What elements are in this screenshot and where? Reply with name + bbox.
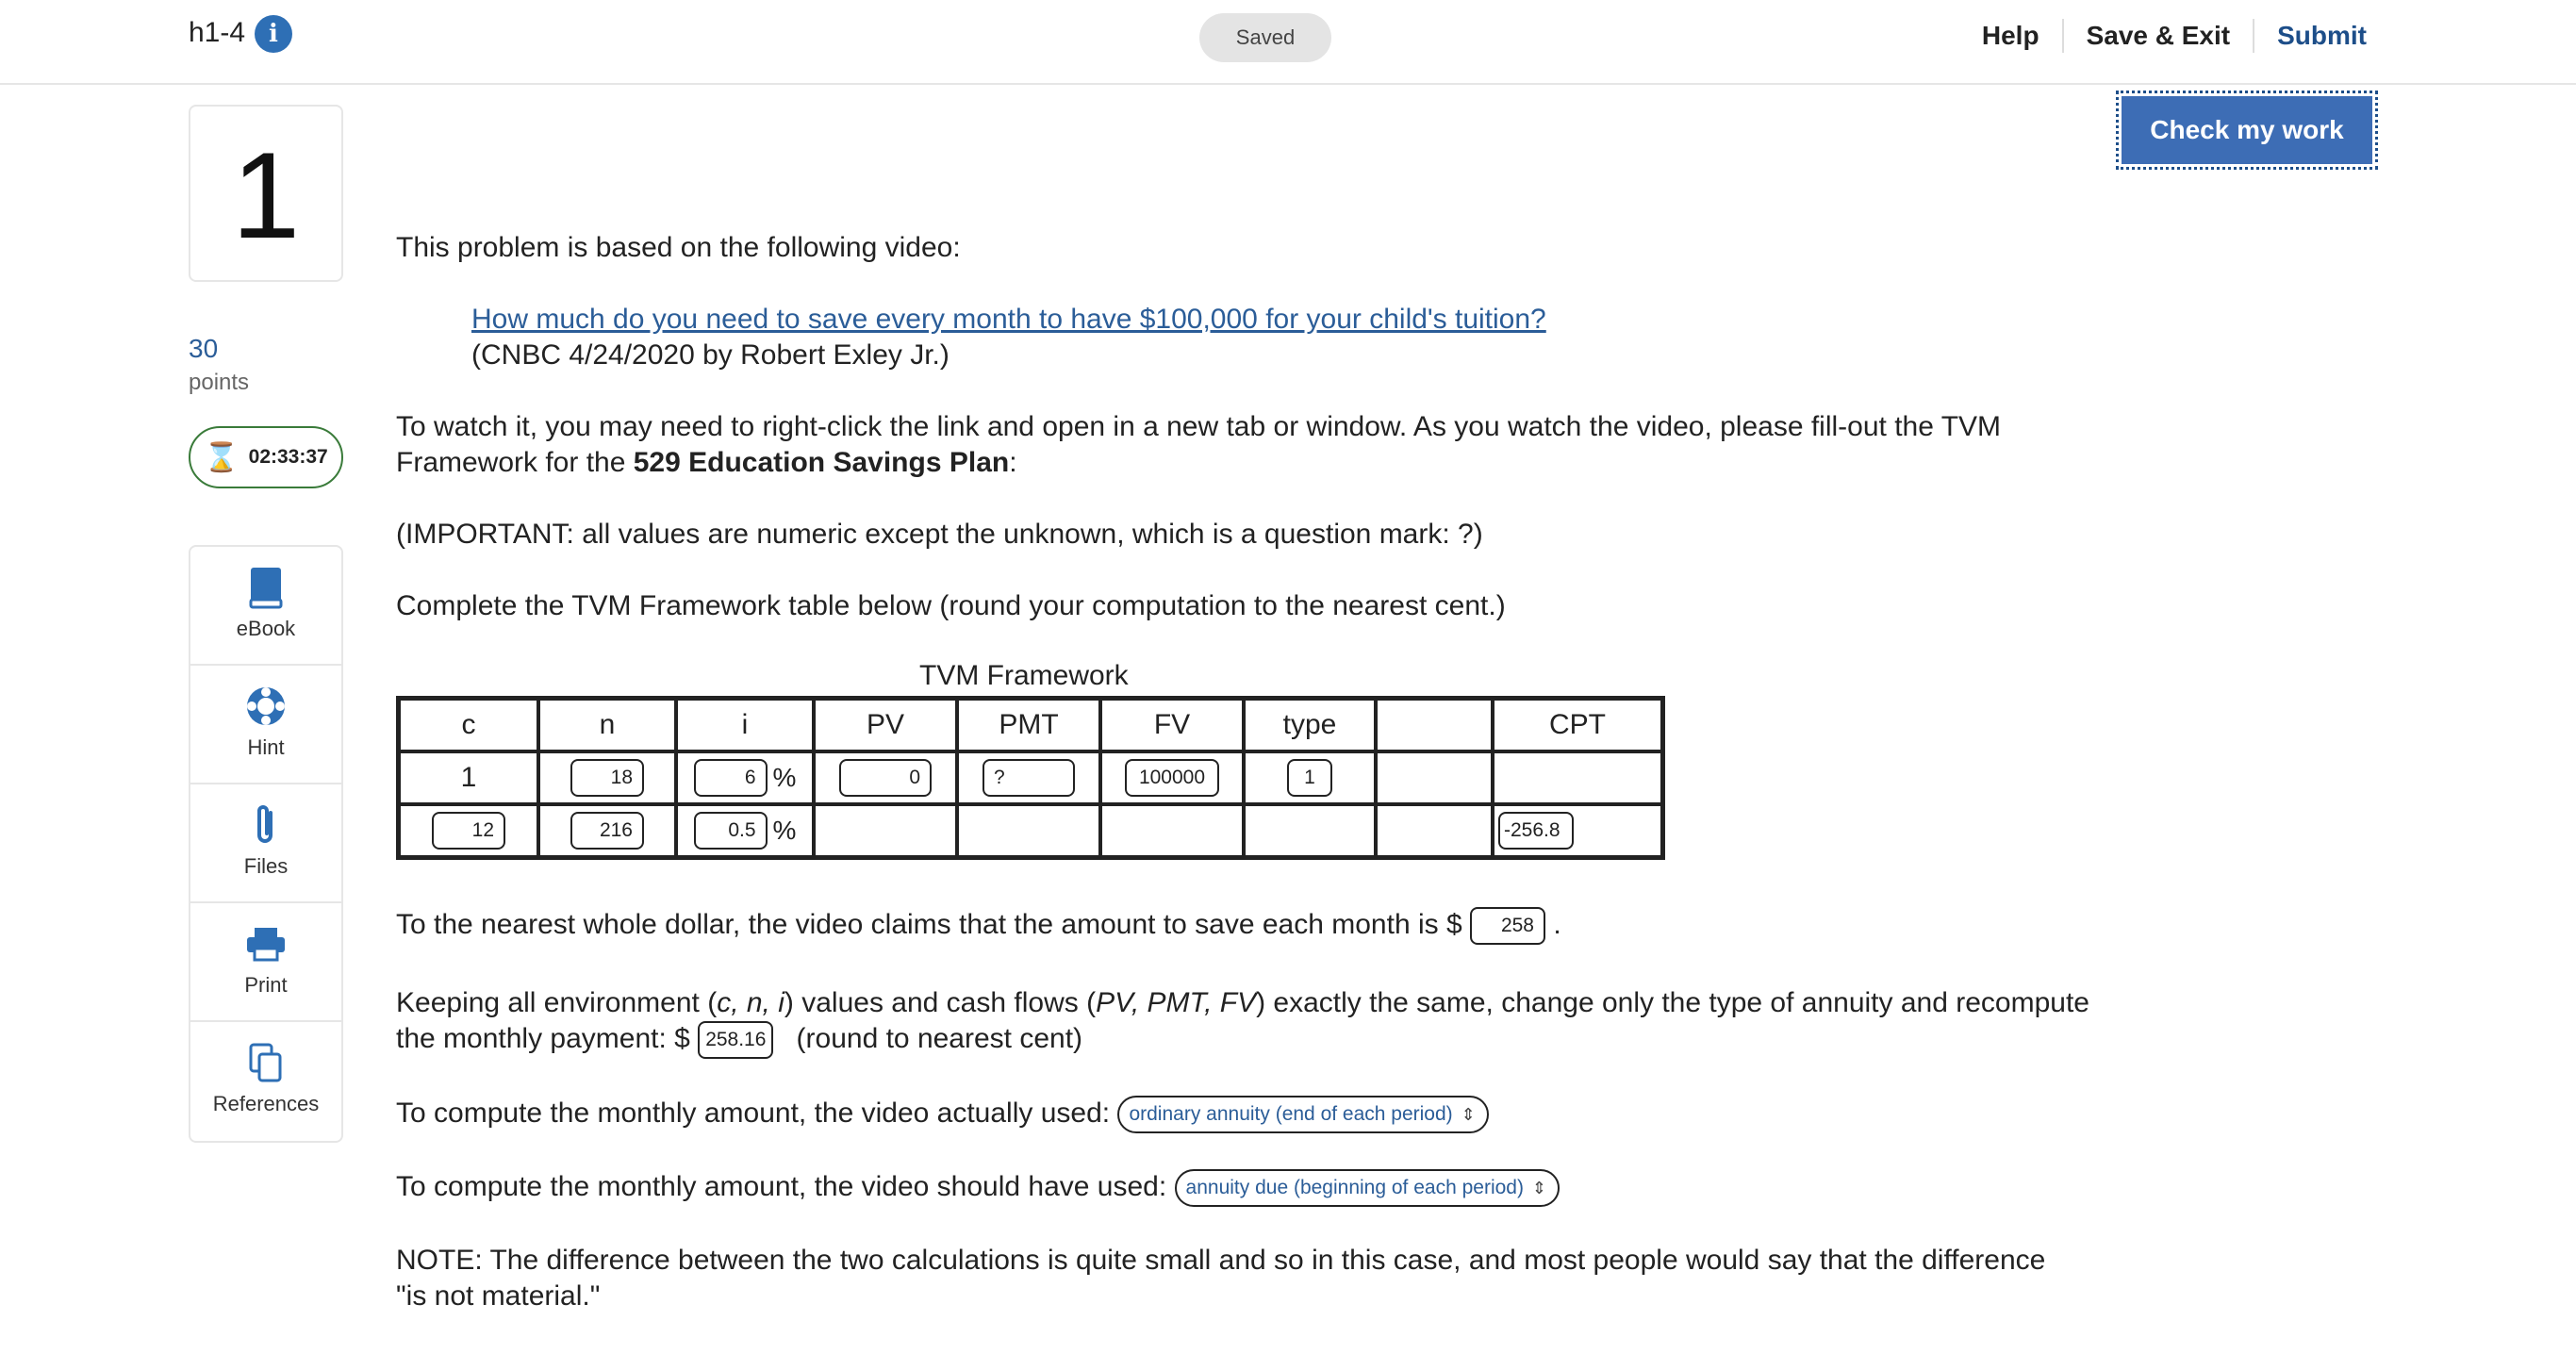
submit-link[interactable]: Submit (2253, 19, 2367, 53)
table-caption: TVM Framework (919, 660, 1129, 691)
text-fragment: ) exactly the same, change only the type of annuity and recompute (1256, 987, 2089, 1018)
watch-instructions-line1: To watch it, you may need to right-click the link and open in a new tab or window. As you watch the video, please fill-out the TVM (396, 411, 2002, 442)
nearest-dollar-line (396, 907, 1561, 945)
cashflow-vars: PV, PMT, FV (1096, 987, 1257, 1018)
i-cell (676, 751, 814, 804)
nearest-dollar-input[interactable]: 258 (1470, 907, 1545, 945)
table-row (399, 751, 1662, 804)
actual-used-line (396, 1096, 1489, 1133)
printer-icon (245, 922, 287, 966)
tvm-framework-table (396, 696, 1665, 860)
header-cell: CPT (1493, 699, 1662, 751)
n-input[interactable]: 216 (570, 812, 644, 850)
hint-tool[interactable] (190, 666, 341, 784)
pv-input[interactable]: 0 (839, 759, 932, 797)
hourglass-icon: ⌛ (204, 441, 239, 473)
percent-sign: % (772, 763, 797, 792)
text-fragment: . (1553, 909, 1561, 940)
top-bar (0, 0, 2576, 85)
header-cell: PMT (957, 699, 1100, 751)
table-row (399, 804, 1662, 857)
references-tool[interactable] (190, 1022, 341, 1141)
cpt-cell (1493, 751, 1662, 804)
text-fragment: Framework for the (396, 447, 634, 478)
text-fragment: To compute the monthly amount, the video actually used: (396, 1098, 1111, 1129)
timer-badge[interactable] (189, 426, 343, 488)
question-number-card: 1 (189, 105, 343, 282)
monthly-payment-input[interactable]: 258.16 (698, 1021, 773, 1059)
actual-annuity-select[interactable] (1117, 1096, 1488, 1133)
print-tool[interactable] (190, 903, 341, 1022)
plan-name: 529 Education Savings Plan (633, 447, 1010, 478)
type-cell (1244, 751, 1376, 804)
empty-cell (957, 804, 1100, 857)
save-exit-link[interactable]: Save & Exit (2062, 19, 2254, 53)
fv-cell (1100, 751, 1244, 804)
i-input[interactable]: 0.5 (694, 812, 768, 850)
select-value: annuity due (beginning of each period) (1185, 1177, 1524, 1199)
c-input[interactable]: 12 (432, 812, 505, 850)
book-icon (247, 566, 285, 609)
text-fragment: To the nearest whole dollar, the video claims that the amount to save each month is $ (396, 909, 1462, 940)
keeping-line2 (396, 1021, 1082, 1059)
text-fragment: the monthly payment: $ (396, 1023, 690, 1054)
files-tool[interactable] (190, 784, 341, 903)
n-cell (538, 751, 676, 804)
note-line1: NOTE: The difference between the two calculations is quite small and so in this case, and most people would say that the difference (396, 1245, 2046, 1276)
text-fragment: (round to nearest cent) (796, 1023, 1083, 1054)
text-fragment: Keeping all environment ( (396, 987, 718, 1018)
tool-label: References (212, 1092, 320, 1115)
important-note: (IMPORTANT: all values are numeric except the unknown, which is a question mark: ?) (396, 519, 1483, 550)
points-label: points (189, 370, 250, 395)
note-line2: "is not material." (396, 1280, 601, 1312)
tool-label: Hint (247, 735, 285, 759)
keeping-line1 (396, 985, 2089, 1021)
n-input[interactable]: 18 (570, 759, 644, 797)
header-cell: i (676, 699, 814, 751)
empty-cell (1376, 804, 1493, 857)
complete-instructions: Complete the TVM Framework table below (round your computation to the nearest cent.) (396, 590, 1506, 621)
assignment-title: h1-4 (189, 17, 246, 48)
intro-text: This problem is based on the following video: (396, 232, 961, 263)
header-cell: FV (1100, 699, 1244, 751)
lifebuoy-icon (244, 685, 288, 728)
select-caret-icon: ⇕ (1531, 1179, 1546, 1198)
pmt-cell (957, 751, 1100, 804)
header-links (1959, 19, 2367, 53)
check-my-work-button[interactable]: Check my work (2122, 96, 2372, 164)
saved-status-badge: Saved (1199, 13, 1331, 62)
tool-label: eBook (236, 617, 296, 640)
fv-input[interactable]: 100000 (1125, 759, 1219, 797)
text-fragment: : (1009, 447, 1017, 478)
header-cell: n (538, 699, 676, 751)
empty-cell (814, 804, 957, 857)
percent-sign: % (772, 816, 797, 845)
table-header-row (399, 699, 1662, 751)
select-caret-icon: ⇕ (1461, 1105, 1476, 1125)
cpt-cell (1493, 804, 1662, 857)
should-use-line (396, 1169, 1560, 1207)
help-link[interactable]: Help (1981, 21, 2039, 50)
empty-cell (1100, 804, 1244, 857)
cpt-input[interactable]: -256.8 (1498, 812, 1574, 850)
text-fragment: To compute the monthly amount, the video should have used: (396, 1171, 1167, 1202)
i-input[interactable]: 6 (694, 759, 768, 797)
tool-label: Print (244, 973, 288, 997)
i-cell (676, 804, 814, 857)
text-fragment: ) values and cash flows ( (784, 987, 1097, 1018)
info-icon[interactable]: i (255, 15, 292, 53)
pv-cell (814, 751, 957, 804)
video-link[interactable]: How much do you need to save every month to have $100,000 for your child's tuition? (471, 304, 1546, 335)
copy-icon (247, 1041, 285, 1084)
header-cell: type (1244, 699, 1376, 751)
timer-value: 02:33:37 (248, 446, 328, 468)
n-cell (538, 804, 676, 857)
type-input[interactable]: 1 (1287, 759, 1332, 797)
header-cell: PV (814, 699, 957, 751)
env-vars: c, n, i (717, 987, 784, 1018)
header-cell (1376, 699, 1493, 751)
pmt-input[interactable]: ? (983, 759, 1075, 797)
select-value: ordinary annuity (end of each period) (1129, 1103, 1453, 1126)
tool-label: Files (243, 854, 289, 878)
tools-panel (189, 545, 343, 1143)
empty-cell (1376, 751, 1493, 804)
header-cell: c (399, 699, 538, 751)
watch-instructions-line2 (396, 445, 1017, 481)
c-value-cell: 1 (399, 751, 538, 804)
c-cell (399, 804, 538, 857)
empty-cell (1244, 804, 1376, 857)
should-annuity-select[interactable] (1175, 1169, 1560, 1207)
ebook-tool[interactable] (190, 547, 341, 666)
video-source: (CNBC 4/24/2020 by Robert Exley Jr.) (471, 339, 949, 371)
points-value: 30 (189, 334, 219, 363)
paperclip-icon (252, 803, 280, 847)
